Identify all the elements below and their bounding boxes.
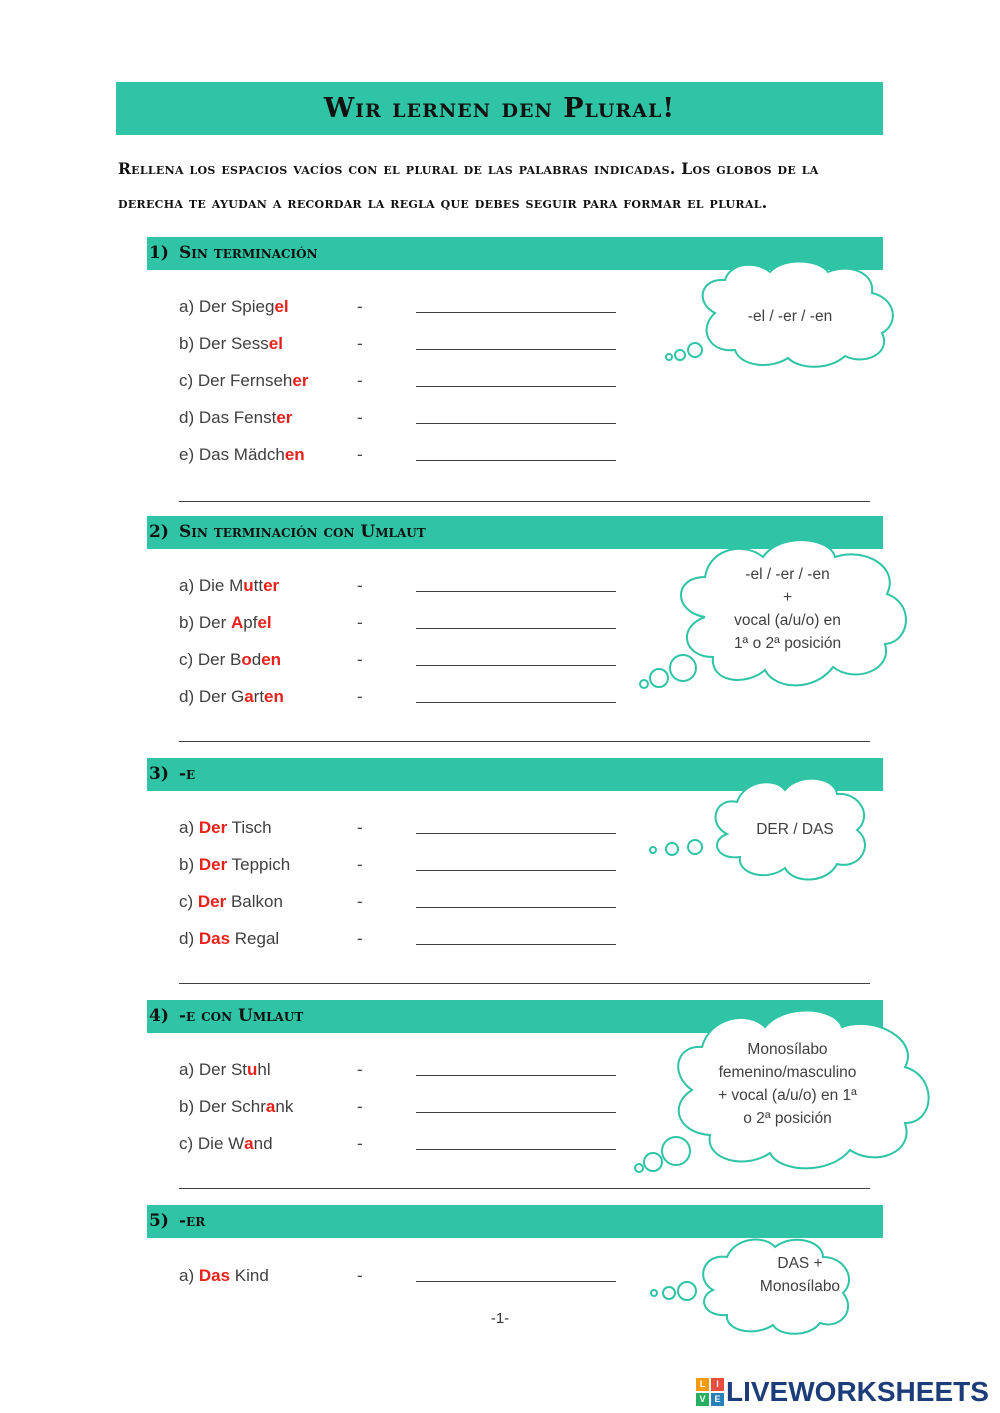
cloud-line: DAS + <box>777 1255 823 1272</box>
exercise-row <box>179 850 629 880</box>
plural-answer-blank[interactable] <box>416 907 616 908</box>
plural-answer-blank[interactable] <box>416 349 616 350</box>
highlighted-ending: Das <box>198 1266 231 1285</box>
highlighted-ending: a <box>244 687 254 706</box>
noun-text: c) Die W <box>179 1134 245 1153</box>
noun-text: Tisch <box>227 818 272 837</box>
highlighted-ending: o <box>241 650 252 669</box>
section-label: Sin terminación <box>179 243 318 263</box>
section-divider <box>179 741 870 742</box>
cloud-line: -el / -er / -en <box>747 308 833 325</box>
section-number: 3) <box>149 764 169 784</box>
noun-text: Kind <box>230 1266 269 1285</box>
section-number: 1) <box>149 243 169 263</box>
title-bar <box>116 82 883 135</box>
page-number: -1- <box>490 1310 510 1327</box>
exercise-row <box>179 571 629 601</box>
highlighted-ending: a <box>244 1134 254 1153</box>
section-header-5 <box>147 1205 883 1238</box>
dash-separator: - <box>357 576 363 595</box>
singular-noun <box>179 924 279 954</box>
exercise-row <box>179 329 629 359</box>
singular-noun <box>179 1055 271 1085</box>
dash-separator: - <box>357 892 363 911</box>
highlighted-ending: er <box>276 408 293 427</box>
singular-noun <box>179 329 283 359</box>
noun-text: nk <box>275 1097 294 1116</box>
section-number: 5) <box>149 1211 169 1231</box>
hint-cloud-1-text <box>715 305 865 328</box>
dash-separator: - <box>357 297 363 316</box>
highlighted-ending: A <box>230 613 244 632</box>
section-divider <box>179 983 870 984</box>
hint-cloud-3-text <box>720 818 870 841</box>
noun-text: c) <box>179 892 198 911</box>
singular-noun <box>179 887 283 917</box>
exercise-row <box>179 645 629 675</box>
section-label: -e con Umlaut <box>179 1006 304 1026</box>
exercise-row <box>179 1261 629 1291</box>
liveworksheets-logo <box>696 1376 989 1408</box>
noun-text: rt <box>253 687 265 706</box>
noun-text: d) Der G <box>179 687 245 706</box>
cloud-line: Monosílabo <box>759 1278 841 1295</box>
dash-separator: - <box>357 929 363 948</box>
highlighted-ending: el <box>257 613 272 632</box>
noun-text: Balkon <box>226 892 283 911</box>
highlighted-ending: en <box>261 650 282 669</box>
plural-answer-blank[interactable] <box>416 591 616 592</box>
exercise-row <box>179 924 629 954</box>
singular-noun <box>179 366 308 396</box>
singular-noun <box>179 1092 293 1122</box>
dash-separator: - <box>357 408 363 427</box>
highlighted-ending: Das <box>198 929 231 948</box>
section-label: -e <box>179 764 196 784</box>
noun-text: b) Der Schr <box>179 1097 266 1116</box>
highlighted-ending: er <box>292 371 309 390</box>
section-label: -er <box>179 1211 206 1231</box>
noun-text: hl <box>257 1060 271 1079</box>
singular-noun <box>179 1261 269 1291</box>
dash-separator: - <box>357 445 363 464</box>
section-divider <box>179 1188 870 1189</box>
highlighted-ending: er <box>263 576 280 595</box>
cloud-line: -el / -er / -en <box>745 566 830 583</box>
exercise-row <box>179 1129 629 1159</box>
highlighted-ending: Der <box>198 818 228 837</box>
noun-text: d) Das Fenst <box>179 408 277 427</box>
plural-answer-blank[interactable] <box>416 870 616 871</box>
noun-text: e) Das Mädch <box>179 445 285 464</box>
highlighted-ending: el <box>268 334 283 353</box>
singular-noun <box>179 645 281 675</box>
section-divider <box>179 501 870 502</box>
noun-text: c) Der B <box>179 650 242 669</box>
logo-squares-icon <box>696 1378 724 1406</box>
highlighted-ending: Der <box>198 855 228 874</box>
highlighted-ending: u <box>247 1060 258 1079</box>
singular-noun <box>179 571 279 601</box>
cloud-line: DER / DAS <box>756 821 834 838</box>
hint-cloud-2-text <box>710 563 865 655</box>
plural-answer-blank[interactable] <box>416 1281 616 1282</box>
hint-cloud-4-text <box>700 1038 875 1130</box>
noun-text: a) Die M <box>179 576 244 595</box>
cloud-line: + <box>782 589 793 606</box>
exercise-row <box>179 403 629 433</box>
noun-text: b) Der <box>179 613 231 632</box>
dash-separator: - <box>357 1134 363 1153</box>
dash-separator: - <box>357 818 363 837</box>
noun-text: a) <box>179 1266 199 1285</box>
section-label: Sin terminación con Umlaut <box>179 522 426 542</box>
exercise-row <box>179 366 629 396</box>
dash-separator: - <box>357 613 363 632</box>
highlighted-ending: en <box>284 445 305 464</box>
dash-separator: - <box>357 687 363 706</box>
noun-text: Teppich <box>227 855 291 874</box>
highlighted-ending: el <box>274 297 289 316</box>
noun-text: tt <box>253 576 264 595</box>
plural-answer-blank[interactable] <box>416 1112 616 1113</box>
plural-answer-blank[interactable] <box>416 944 616 945</box>
singular-noun <box>179 403 292 433</box>
cloud-line: o 2ª posición <box>743 1110 832 1127</box>
logo-square: I <box>711 1378 724 1391</box>
exercise-row <box>179 1055 629 1085</box>
dash-separator: - <box>357 334 363 353</box>
plural-answer-blank[interactable] <box>416 423 616 424</box>
plural-answer-blank[interactable] <box>416 386 616 387</box>
singular-noun <box>179 292 289 322</box>
plural-answer-blank[interactable] <box>416 628 616 629</box>
dash-separator: - <box>357 1097 363 1116</box>
plural-answer-blank[interactable] <box>416 702 616 703</box>
singular-noun <box>179 440 305 470</box>
exercise-row <box>179 440 629 470</box>
dash-separator: - <box>357 1060 363 1079</box>
noun-text: a) Der Spieg <box>179 297 275 316</box>
noun-text: Regal <box>230 929 280 948</box>
dash-separator: - <box>357 650 363 669</box>
noun-text: b) <box>179 855 199 874</box>
instructions: Rellena los espacios vacíos con el plural de las palabras indicadas. Los globos de la derecha te ayudan a recordar la regla que debes seguir para formar el plural. <box>118 159 819 212</box>
highlighted-ending: a <box>265 1097 276 1116</box>
singular-noun <box>179 850 290 880</box>
plural-answer-blank[interactable] <box>416 312 616 313</box>
section-number: 2) <box>149 522 169 542</box>
dash-separator: - <box>357 1266 363 1285</box>
noun-text: d) <box>179 929 199 948</box>
exercise-row <box>179 292 629 322</box>
logo-square: L <box>696 1378 709 1391</box>
cloud-line: femenino/masculino <box>718 1064 857 1081</box>
cloud-line: vocal (a/u/o) en <box>734 612 841 629</box>
plural-answer-blank[interactable] <box>416 460 616 461</box>
cloud-line: 1ª o 2ª posición <box>733 635 842 652</box>
highlighted-ending: Der <box>197 892 227 911</box>
cloud-line: + vocal (a/u/o) en 1ª <box>718 1087 857 1104</box>
cloud-line: Monosílabo <box>747 1041 828 1058</box>
noun-text: a) Der St <box>179 1060 248 1079</box>
noun-text: nd <box>253 1134 273 1153</box>
exercise-row <box>179 608 629 638</box>
noun-text: c) Der Fernseh <box>179 371 293 390</box>
noun-text: d <box>251 650 262 669</box>
singular-noun <box>179 682 284 712</box>
dash-separator: - <box>357 855 363 874</box>
exercise-row <box>179 682 629 712</box>
logo-square: E <box>711 1393 724 1406</box>
singular-noun <box>179 608 272 638</box>
highlighted-ending: en <box>264 687 284 706</box>
plural-answer-blank[interactable] <box>416 1149 616 1150</box>
noun-text: b) Der Sess <box>179 334 269 353</box>
exercise-row <box>179 887 629 917</box>
singular-noun <box>179 1129 273 1159</box>
noun-text: a) <box>179 818 199 837</box>
logo-square: V <box>696 1393 709 1406</box>
hint-cloud-5-text <box>720 1252 880 1298</box>
logo-text: LIVEWORKSHEETS <box>726 1376 989 1407</box>
singular-noun <box>179 813 272 843</box>
noun-text: pf <box>243 613 258 632</box>
plural-answer-blank[interactable] <box>416 833 616 834</box>
highlighted-ending: u <box>243 576 254 595</box>
dash-separator: - <box>357 371 363 390</box>
page-title: Wir lernen den Plural! <box>323 93 676 124</box>
plural-answer-blank[interactable] <box>416 1075 616 1076</box>
exercise-row <box>179 1092 629 1122</box>
exercise-row <box>179 813 629 843</box>
plural-answer-blank[interactable] <box>416 665 616 666</box>
section-number: 4) <box>149 1006 169 1026</box>
